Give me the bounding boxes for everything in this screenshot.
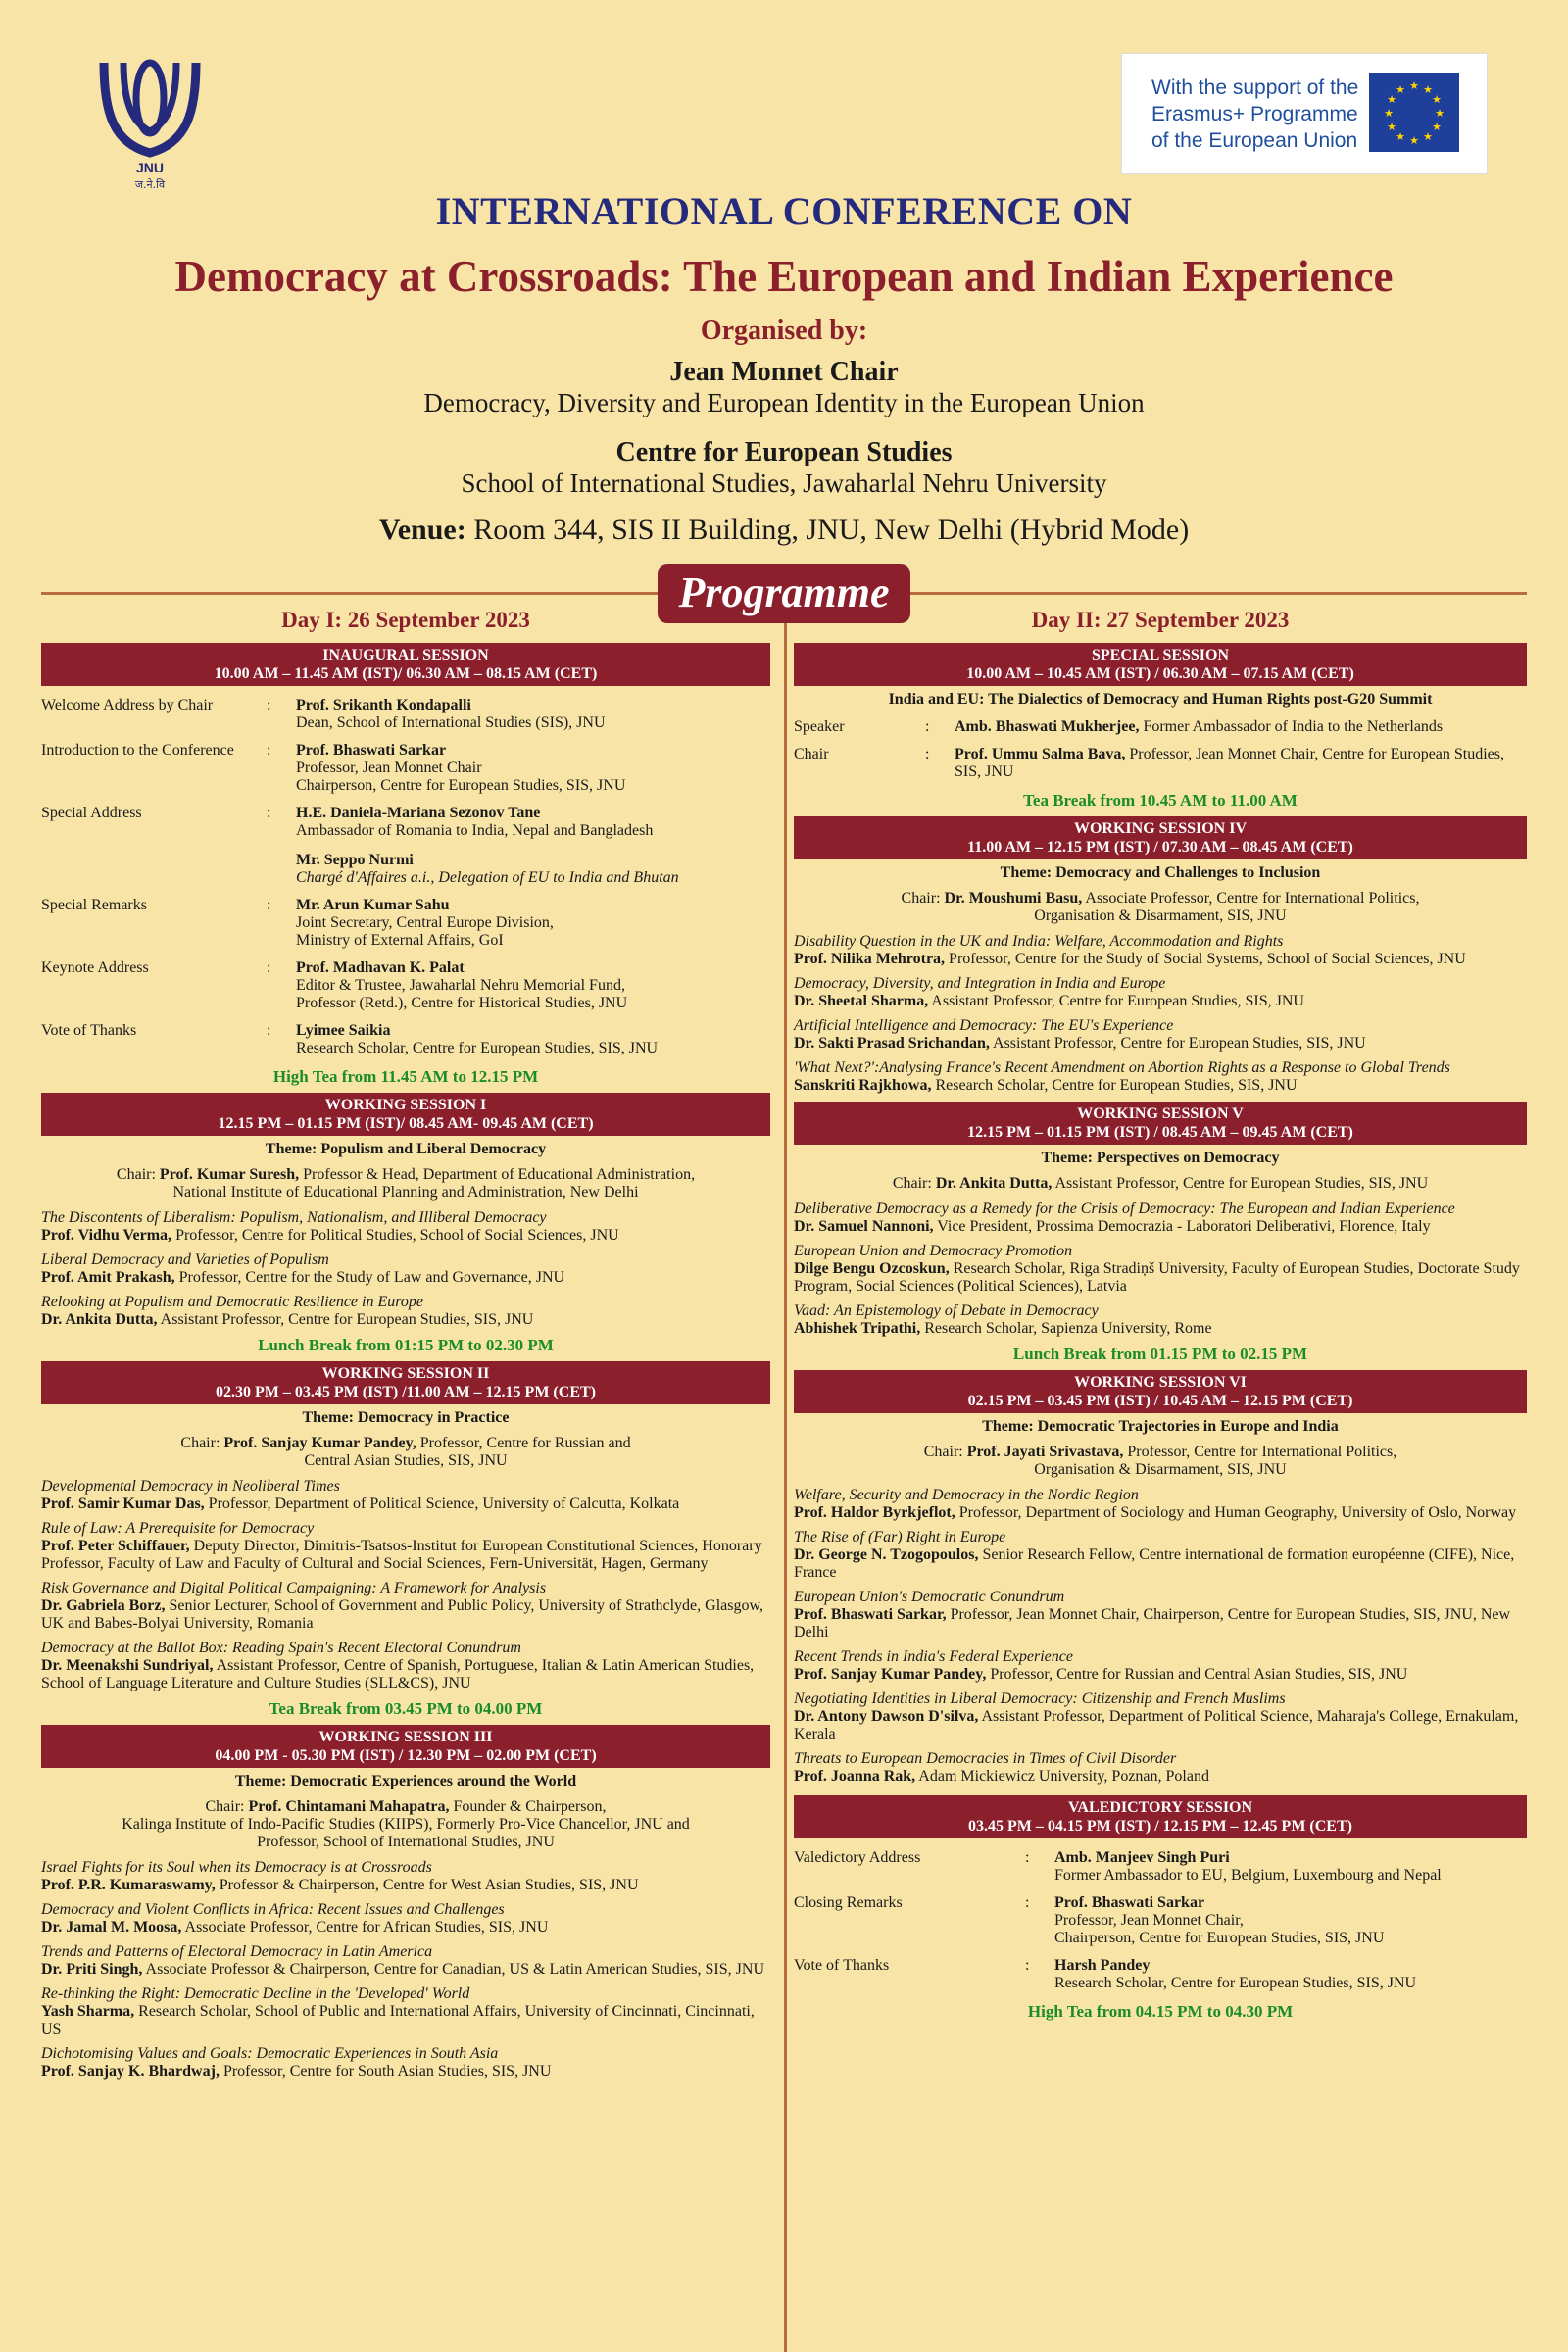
presenter-detail: Associate Professor, Centre for African Studies, SIS, JNU — [181, 1919, 549, 1936]
svg-text:★: ★ — [1387, 121, 1396, 133]
chair-detail: Associate Professor, Centre for International Politics, Organisation & Disarmament, SIS, JNU — [1034, 890, 1420, 924]
day2-heading: Day II: 27 September 2023 — [1031, 608, 1290, 632]
speaker-detail: Professor, Jean Monnet Chair, Chairperson, Centre for European Studies, SIS, JNU — [1054, 1912, 1385, 1946]
special-session-bar — [794, 643, 1527, 686]
paper-item — [794, 1589, 1527, 1642]
session-theme: Theme: Democratic Experiences around the World — [234, 1773, 577, 1789]
speaker-detail: Former Ambassador to EU, Belgium, Luxembourg and Nepal — [1054, 1867, 1442, 1884]
eu-line-2: Erasmus+ Programme — [1152, 102, 1358, 125]
presenter-name: Dr. Gabriela Borz, — [41, 1597, 166, 1614]
speaker-name: Prof. Bhaswati Sarkar — [296, 742, 447, 759]
session-title: VALEDICTORY SESSION — [1067, 1799, 1253, 1816]
paper-item — [41, 1985, 770, 2038]
presenter-detail: Research Scholar, Riga Stradiņš University, Faculty of European Studies, Doctorate Study Program, Social Sciences (Political Sciences), Latvia — [794, 1260, 1520, 1295]
paper-title: Democracy and Violent Conflicts in Africa: Recent Issues and Challenges — [41, 1901, 505, 1918]
jnu-logo-icon — [94, 55, 206, 192]
session-title: WORKING SESSION I — [324, 1097, 487, 1113]
inaugural-session-bar — [41, 643, 770, 686]
paper-title: Trends and Patterns of Electoral Democracy in Latin America — [41, 1943, 433, 1960]
presenter-detail: Research Scholar, Sapienza University, Rome — [920, 1320, 1212, 1337]
session-chair — [794, 1175, 1527, 1193]
presenter-detail: Professor, Department of Sociology and Human Geography, University of Oslo, Norway — [955, 1504, 1517, 1521]
presenter-detail: Professor, Centre for Russian and Central Asian Studies, SIS, JNU — [986, 1666, 1408, 1683]
presenter-name: Yash Sharma, — [41, 2003, 135, 2020]
presenter-name: Dr. Ankita Dutta, — [41, 1311, 158, 1328]
speaker-detail: Research Scholar, Centre for European Studies, SIS, JNU — [1054, 1975, 1417, 1991]
organised-by-label: Organised by: — [700, 316, 868, 346]
speaker-name: Amb. Bhaswati Mukherjee, — [955, 718, 1140, 735]
session-time: 04.00 PM - 05.30 PM (IST) / 12.30 PM – 02.00 PM (CET) — [215, 1747, 597, 1764]
chair-label: Chair: — [892, 1175, 932, 1192]
session-chair — [794, 1444, 1527, 1479]
paper-item — [41, 1859, 770, 1894]
paper-title: Vaad: An Epistemology of Debate in Democracy — [794, 1302, 1099, 1319]
break-notice: Tea Break from 10.45 AM to 11.00 AM — [1023, 791, 1298, 809]
paper-item — [41, 1640, 770, 1692]
speaker-detail: Research Scholar, Centre for European Studies, SIS, JNU — [296, 1040, 659, 1056]
paper-item — [794, 1302, 1527, 1338]
presenter-detail: Associate Professor & Chairperson, Centre for Canadian, US & Latin American Studies, SIS, JNU — [142, 1961, 764, 1978]
valedictory-row: Vote of Thanks : Harsh Pandey Research Scholar, Centre for European Studies, SIS, JNU — [794, 1957, 1417, 1991]
session-chair — [794, 890, 1527, 925]
session-title: WORKING SESSION II — [321, 1365, 490, 1382]
session-time: 10.00 AM – 11.45 AM (IST)/ 06.30 AM – 08.15 AM (CET) — [214, 665, 598, 682]
paper-title: Risk Governance and Digital Political Campaigning: A Framework for Analysis — [41, 1580, 547, 1596]
presenter-detail: Professor & Chairperson, Centre for West Asian Studies, SIS, JNU — [215, 1877, 639, 1893]
presenter-detail: Deputy Director, Dimitris-Tsatsos-Institut for European Constitutional Sciences, Honorary Professor, Faculty of Law and Faculty of Cultural and Social Sciences, Fern-Universität, Hagen, Germany — [41, 1538, 762, 1572]
svg-text:★: ★ — [1435, 107, 1445, 120]
paper-item — [41, 2045, 770, 2081]
paper-item — [794, 1243, 1527, 1296]
paper-item — [794, 1648, 1527, 1684]
speaker-name: Mr. Arun Kumar Sahu — [296, 897, 450, 913]
chair-name: Prof. Sanjay Kumar Pandey, — [223, 1435, 416, 1451]
session-title: WORKING SESSION VI — [1074, 1374, 1247, 1391]
paper-title: Democracy, Diversity, and Integration in India and Europe — [794, 975, 1166, 992]
paper-title: Liberal Democracy and Varieties of Populism — [41, 1251, 329, 1268]
eu-flag-icon — [1369, 74, 1459, 152]
paper-item — [41, 1251, 770, 1287]
divider-right — [910, 592, 1527, 595]
chair-detail: Founder & Chairperson, Kalinga Institute of Indo-Pacific Studies (KIIPS), Formerly Pro-Vice Chancellor, JNU and Professor, School of International Studies, JNU — [122, 1798, 690, 1850]
paper-title: Negotiating Identities in Liberal Democracy: Citizenship and French Muslims — [794, 1690, 1286, 1707]
divider-left — [41, 592, 658, 595]
svg-text:★: ★ — [1423, 83, 1433, 96]
svg-text:★: ★ — [1396, 83, 1405, 96]
session-time: 12.15 PM – 01.15 PM (IST)/ 08.45 AM- 09.45 AM (CET) — [218, 1115, 594, 1132]
paper-item — [794, 975, 1527, 1010]
row-label: Introduction to the Conference — [41, 742, 234, 759]
day1-heading: Day I: 26 September 2023 — [281, 608, 530, 632]
presenter-detail: Research Scholar, Centre for European Studies, SIS, JNU — [931, 1077, 1298, 1094]
session-chair — [41, 1166, 770, 1201]
eu-support-box — [1121, 53, 1488, 174]
row-label: Valedictory Address — [794, 1849, 921, 1866]
session-time: 02.15 PM – 03.45 PM (IST) / 10.45 AM – 12.15 PM (CET) — [967, 1393, 1353, 1409]
presenter-name: Prof. Sanjay Kumar Pandey, — [794, 1666, 987, 1683]
working-session-3-bar — [41, 1725, 770, 1768]
conference-title: Democracy at Crossroads: The European and Indian Experience — [174, 252, 1394, 301]
paper-title: Re-thinking the Right: Democratic Decline in the 'Developed' World — [41, 1985, 470, 2002]
organiser-chair-subtitle: Democracy, Diversity and European Identity in the European Union — [423, 388, 1145, 417]
presenter-detail: Assistant Professor, Centre for European Studies, SIS, JNU — [928, 993, 1304, 1009]
working-session-5-bar — [794, 1102, 1527, 1145]
row-label: Closing Remarks — [794, 1894, 903, 1911]
session-chair — [41, 1435, 770, 1470]
paper-item — [41, 1580, 770, 1633]
speaker-detail: Dean, School of International Studies (SIS), JNU — [296, 714, 606, 731]
special-session-topic: India and EU: The Dialectics of Democracy and Human Rights post-G20 Summit — [888, 691, 1433, 708]
organiser-centre: Centre for European Studies — [615, 437, 953, 467]
presenter-name: Prof. Bhaswati Sarkar, — [794, 1606, 947, 1623]
presenter-detail: Research Scholar, School of Public and International Affairs, University of Cincinnati, Cincinnati, US — [41, 2003, 755, 2037]
speaker-name: Lyimee Saikia — [296, 1022, 391, 1039]
paper-title: Democracy at the Ballot Box: Reading Spain's Recent Electoral Conundrum — [41, 1640, 521, 1656]
svg-text:★: ★ — [1409, 134, 1419, 147]
presenter-detail: Assistant Professor, Department of Political Science, Maharaja's College, Ernakulam, Kerala — [794, 1708, 1519, 1742]
special-row: Chair : Prof. Ummu Salma Bava, Professor, Jean Monnet Chair, Centre for European Studies, SIS, JNU — [794, 746, 1505, 780]
paper-title: The Rise of (Far) Right in Europe — [794, 1529, 1006, 1545]
break-notice: High Tea from 11.45 AM to 12.15 PM — [272, 1067, 539, 1086]
presenter-detail: Adam Mickiewicz University, Poznan, Poland — [915, 1768, 1209, 1785]
row-label: Chair — [794, 746, 829, 762]
paper-item — [794, 1059, 1527, 1095]
row-label: Keynote Address — [41, 959, 149, 976]
valedictory-session-bar — [794, 1795, 1527, 1838]
presenter-name: Prof. Amit Prakash, — [41, 1269, 175, 1286]
paper-item — [41, 1209, 770, 1245]
chair-label: Chair: — [180, 1435, 220, 1451]
paper-title: European Union and Democracy Promotion — [794, 1243, 1073, 1259]
session-title: WORKING SESSION V — [1077, 1105, 1244, 1122]
row-label: Special Remarks — [41, 897, 147, 913]
paper-item — [794, 1690, 1527, 1743]
speaker-detail: Editor & Trustee, Jawaharlal Nehru Memorial Fund, Professor (Retd.), Centre for Historical Studies, JNU — [296, 977, 628, 1011]
speaker-detail: Professor, Jean Monnet Chair Chairperson, Centre for European Studies, SIS, JNU — [296, 760, 626, 794]
paper-item — [41, 1943, 770, 1979]
session-theme: Theme: Democracy and Challenges to Inclusion — [1000, 864, 1321, 881]
svg-text:★: ★ — [1387, 93, 1396, 106]
presenter-name: Prof. Sanjay K. Bhardwaj, — [41, 2063, 220, 2080]
logo-text-hindi: ज.ने.वि — [134, 178, 166, 191]
paper-title: Disability Question in the UK and India: Welfare, Accommodation and Rights — [794, 933, 1284, 950]
speaker-detail: Chargé d'Affaires a.i., Delegation of EU to India and Bhutan — [296, 869, 679, 886]
venue-text: Room 344, SIS II Building, JNU, New Delhi (Hybrid Mode) — [473, 514, 1190, 546]
venue-label: Venue: — [378, 514, 466, 546]
presenter-name: Dr. Sheetal Sharma, — [794, 993, 929, 1009]
svg-text:★: ★ — [1432, 93, 1442, 106]
chair-label: Chair: — [205, 1798, 245, 1815]
logo-text: JNU — [135, 160, 165, 175]
inaugural-row: Special Remarks : Mr. Arun Kumar Sahu Joint Secretary, Central Europe Division, Ministry of External Affairs, GoI — [41, 897, 554, 949]
paper-title: Rule of Law: A Prerequisite for Democracy — [41, 1520, 315, 1537]
presenter-name: Dr. Samuel Nannoni, — [794, 1218, 934, 1235]
paper-title: Developmental Democracy in Neoliberal Times — [41, 1478, 340, 1494]
session-time: 03.45 PM – 04.15 PM (IST) / 12.15 PM – 12.45 PM (CET) — [968, 1818, 1352, 1835]
column-divider — [784, 623, 787, 2352]
chair-label: Chair: — [901, 890, 941, 906]
row-label: Speaker — [794, 718, 845, 735]
paper-item — [41, 1520, 770, 1573]
paper-item — [41, 1901, 770, 1936]
speaker-detail: Joint Secretary, Central Europe Division, Ministry of External Affairs, GoI — [296, 914, 554, 949]
session-theme: Theme: Populism and Liberal Democracy — [265, 1141, 547, 1157]
row-label: Welcome Address by Chair — [41, 697, 214, 713]
session-chair — [41, 1798, 770, 1851]
presenter-name: Prof. Haldor Byrkjeflot, — [794, 1504, 956, 1521]
chair-name: Prof. Kumar Suresh, — [159, 1166, 300, 1183]
svg-text:★: ★ — [1432, 121, 1442, 133]
row-label: Special Address — [41, 805, 142, 821]
inaugural-row: Welcome Address by Chair : Prof. Srikanth Kondapalli Dean, School of International Studies (SIS), JNU — [41, 697, 606, 731]
eu-support-text — [1122, 74, 1367, 154]
svg-text:★: ★ — [1409, 79, 1419, 92]
session-theme: Theme: Perspectives on Democracy — [1041, 1150, 1280, 1166]
paper-title: European Union's Democratic Conundrum — [794, 1589, 1065, 1605]
paper-title: The Discontents of Liberalism: Populism, Nationalism, and Illiberal Democracy — [41, 1209, 547, 1226]
presenter-name: Dr. Priti Singh, — [41, 1961, 143, 1978]
speaker-name: Prof. Srikanth Kondapalli — [296, 697, 471, 713]
presenter-name: Dr. Jamal M. Moosa, — [41, 1919, 182, 1936]
paper-item — [794, 1200, 1527, 1236]
paper-title: Dichotomising Values and Goals: Democratic Experiences in South Asia — [41, 2045, 499, 2062]
row-label: Vote of Thanks — [41, 1022, 137, 1039]
session-theme: Theme: Democracy in Practice — [302, 1409, 510, 1426]
working-session-2-bar — [41, 1361, 770, 1404]
speaker-name: Harsh Pandey — [1054, 1957, 1151, 1974]
speaker-name: Prof. Ummu Salma Bava, — [955, 746, 1126, 762]
paper-title: Relooking at Populism and Democratic Resilience in Europe — [41, 1294, 423, 1310]
presenter-name: Prof. Samir Kumar Das, — [41, 1495, 205, 1512]
break-notice: Lunch Break from 01:15 PM to 02.30 PM — [258, 1336, 554, 1354]
svg-text:★: ★ — [1396, 130, 1405, 143]
presenter-detail: Senior Research Fellow, Centre international de formation européenne (CIFE), Nice, France — [794, 1546, 1515, 1581]
speaker-name: H.E. Daniela-Mariana Sezonov Tane — [296, 805, 541, 821]
presenter-detail: Assistant Professor, Centre of Spanish, Portuguese, Italian & Latin American Studies, School of Language Literature and Culture Studies (SLL&CS), JNU — [41, 1657, 755, 1691]
venue — [0, 514, 1568, 547]
presenter-detail: Professor, Centre for the Study of Law and Governance, JNU — [174, 1269, 565, 1286]
chair-name: Dr. Ankita Dutta, — [935, 1175, 1053, 1192]
paper-item — [794, 1529, 1527, 1582]
break-notice: High Tea from 04.15 PM to 04.30 PM — [1027, 2002, 1294, 2021]
valedictory-row: Closing Remarks : Prof. Bhaswati Sarkar Professor, Jean Monnet Chair, Chairperson, Centre for European Studies, SIS, JNU — [794, 1894, 1385, 1946]
presenter-detail: Professor, Department of Political Science, University of Calcutta, Kolkata — [204, 1495, 680, 1512]
session-title: SPECIAL SESSION — [1091, 647, 1230, 663]
paper-item — [794, 1487, 1527, 1522]
break-notice: Lunch Break from 01.15 PM to 02.15 PM — [1012, 1345, 1308, 1363]
presenter-detail: Professor, Centre for the Study of Social Systems, School of Social Sciences, JNU — [945, 951, 1466, 967]
paper-item — [794, 1017, 1527, 1053]
day2-column — [794, 608, 1527, 2028]
inaugural-row: Keynote Address : Prof. Madhavan K. Palat Editor & Trustee, Jawaharlal Nehru Memorial Fund, Professor (Retd.), Centre for Historical Studies, JNU — [41, 959, 628, 1011]
paper-title: Artificial Intelligence and Democracy: The EU's Experience — [794, 1017, 1174, 1034]
presenter-detail: Vice President, Prossima Democrazia - Laboratori Deliberativi, Florence, Italy — [933, 1218, 1431, 1235]
chair-detail: Professor & Head, Department of Educational Administration, National Institute of Educational Planning and Administration, New Delhi — [172, 1166, 696, 1200]
chair-name: Prof. Chintamani Mahapatra, — [248, 1798, 450, 1815]
paper-item — [794, 1750, 1527, 1786]
day1-column — [41, 608, 770, 2087]
speaker-name: Mr. Seppo Nurmi — [296, 852, 414, 868]
presenter-name: Dilge Bengu Ozcoskun, — [794, 1260, 950, 1277]
presenter-name: Dr. Sakti Prasad Srichandan, — [794, 1035, 990, 1052]
presenter-detail: Assistant Professor, Centre for European Studies, SIS, JNU — [989, 1035, 1366, 1052]
chair-detail: Professor, Centre for Russian and Central Asian Studies, SIS, JNU — [304, 1435, 631, 1469]
paper-title: Recent Trends in India's Federal Experience — [794, 1648, 1073, 1665]
speaker-name: Prof. Madhavan K. Palat — [296, 959, 465, 976]
chair-detail: Assistant Professor, Centre for European Studies, SIS, JNU — [1052, 1175, 1429, 1192]
session-title: WORKING SESSION III — [318, 1729, 493, 1745]
paper-title: Israel Fights for its Soul when its Democracy is at Crossroads — [41, 1859, 432, 1876]
speaker-detail: Professor, Jean Monnet Chair, Centre for European Studies, SIS, JNU — [955, 746, 1505, 780]
presenter-detail: Professor, Centre for Political Studies, School of Social Sciences, JNU — [172, 1227, 619, 1244]
speaker-name: Amb. Manjeev Singh Puri — [1054, 1849, 1230, 1866]
special-row: Speaker : Amb. Bhaswati Mukherjee, Former Ambassador of India to the Netherlands — [794, 718, 1444, 735]
eu-line-1: With the support of the — [1152, 75, 1359, 99]
session-theme: Theme: Democratic Trajectories in Europe and India — [982, 1418, 1339, 1435]
inaugural-row: Special Address : H.E. Daniela-Mariana Sezonov Tane Ambassador of Romania to India, Nepal and Bangladesh Mr. Seppo Nurmi Chargé d'Affaires a.i., Delegation of EU to India and Bhutan — [41, 805, 679, 886]
presenter-name: Abhishek Tripathi, — [794, 1320, 921, 1337]
presenter-detail: Senior Lecturer, School of Government and Public Policy, University of Strathclyde, Glasgow, UK and Babes-Bolyai University, Romania — [41, 1597, 763, 1632]
session-title: INAUGURAL SESSION — [322, 647, 489, 663]
programme-badge: Programme — [658, 564, 910, 623]
presenter-name: Prof. Vidhu Verma, — [41, 1227, 172, 1244]
presenter-name: Dr. Antony Dawson D'silva, — [794, 1708, 979, 1725]
chair-detail: Professor, Centre for International Politics, Organisation & Disarmament, SIS, JNU — [1034, 1444, 1397, 1478]
presenter-name: Sanskriti Rajkhowa, — [794, 1077, 932, 1094]
paper-title: Threats to European Democracies in Times of Civil Disorder — [794, 1750, 1177, 1767]
presenter-detail: Assistant Professor, Centre for European Studies, SIS, JNU — [157, 1311, 534, 1328]
organiser-chair: Jean Monnet Chair — [669, 357, 899, 387]
session-time: 12.15 PM – 01.15 PM (IST) / 08.45 AM – 09.45 AM (CET) — [967, 1124, 1353, 1141]
paper-title: 'What Next?':Analysing France's Recent Amendment on Abortion Rights as a Response to Global Trends — [794, 1059, 1450, 1076]
chair-name: Prof. Jayati Srivastava, — [966, 1444, 1124, 1460]
valedictory-row: Valedictory Address : Amb. Manjeev Singh Puri Former Ambassador to EU, Belgium, Luxembourg and Nepal — [794, 1849, 1442, 1884]
presenter-detail: Professor, Centre for South Asian Studies, SIS, JNU — [219, 2063, 552, 2080]
presenter-name: Dr. George N. Tzogopoulos, — [794, 1546, 979, 1563]
presenter-name: Prof. Nilika Mehrotra, — [794, 951, 946, 967]
organiser-centre-subtitle: School of International Studies, Jawaharlal Nehru University — [461, 468, 1107, 498]
eu-line-3: of the European Union — [1152, 128, 1358, 152]
break-notice: Tea Break from 03.45 PM to 04.00 PM — [269, 1699, 543, 1718]
conference-heading: INTERNATIONAL CONFERENCE ON — [435, 189, 1133, 233]
paper-item — [794, 933, 1527, 968]
chair-label: Chair: — [116, 1166, 156, 1183]
inaugural-row: Introduction to the Conference : Prof. Bhaswati Sarkar Professor, Jean Monnet Chair Chairperson, Centre for European Studies, SIS, JNU — [41, 742, 626, 794]
paper-item — [41, 1294, 770, 1329]
presenter-name: Dr. Meenakshi Sundriyal, — [41, 1657, 214, 1674]
inaugural-row: Vote of Thanks : Lyimee Saikia Research Scholar, Centre for European Studies, SIS, JNU — [41, 1022, 659, 1056]
presenter-name: Prof. P.R. Kumaraswamy, — [41, 1877, 216, 1893]
paper-title: Welfare, Security and Democracy in the Nordic Region — [794, 1487, 1139, 1503]
speaker-detail: Former Ambassador of India to the Netherlands — [1139, 718, 1444, 735]
svg-text:★: ★ — [1384, 107, 1394, 120]
working-session-4-bar — [794, 816, 1527, 859]
paper-title: Deliberative Democracy as a Remedy for the Crisis of Democracy: The European and Indian Experience — [794, 1200, 1455, 1217]
row-label: Vote of Thanks — [794, 1957, 890, 1974]
svg-text:★: ★ — [1423, 130, 1433, 143]
presenter-detail: Professor, Jean Monnet Chair, Chairperson, Centre for European Studies, SIS, JNU, New Delhi — [794, 1606, 1511, 1641]
working-session-1-bar — [41, 1093, 770, 1136]
speaker-detail: Ambassador of Romania to India, Nepal and Bangladesh — [296, 822, 654, 839]
working-session-6-bar — [794, 1370, 1527, 1413]
chair-label: Chair: — [923, 1444, 963, 1460]
session-time: 11.00 AM – 12.15 PM (IST) / 07.30 AM – 08.45 AM (CET) — [967, 839, 1353, 856]
session-time: 02.30 PM – 03.45 PM (IST) /11.00 AM – 12.15 PM (CET) — [216, 1384, 596, 1400]
chair-name: Dr. Moushumi Basu, — [944, 890, 1083, 906]
presenter-name: Prof. Peter Schiffauer, — [41, 1538, 190, 1554]
speaker-name: Prof. Bhaswati Sarkar — [1054, 1894, 1205, 1911]
session-title: WORKING SESSION IV — [1073, 820, 1248, 837]
paper-item — [41, 1478, 770, 1513]
presenter-name: Prof. Joanna Rak, — [794, 1768, 916, 1785]
session-time: 10.00 AM – 10.45 AM (IST) / 06.30 AM – 07.15 AM (CET) — [966, 665, 1354, 682]
